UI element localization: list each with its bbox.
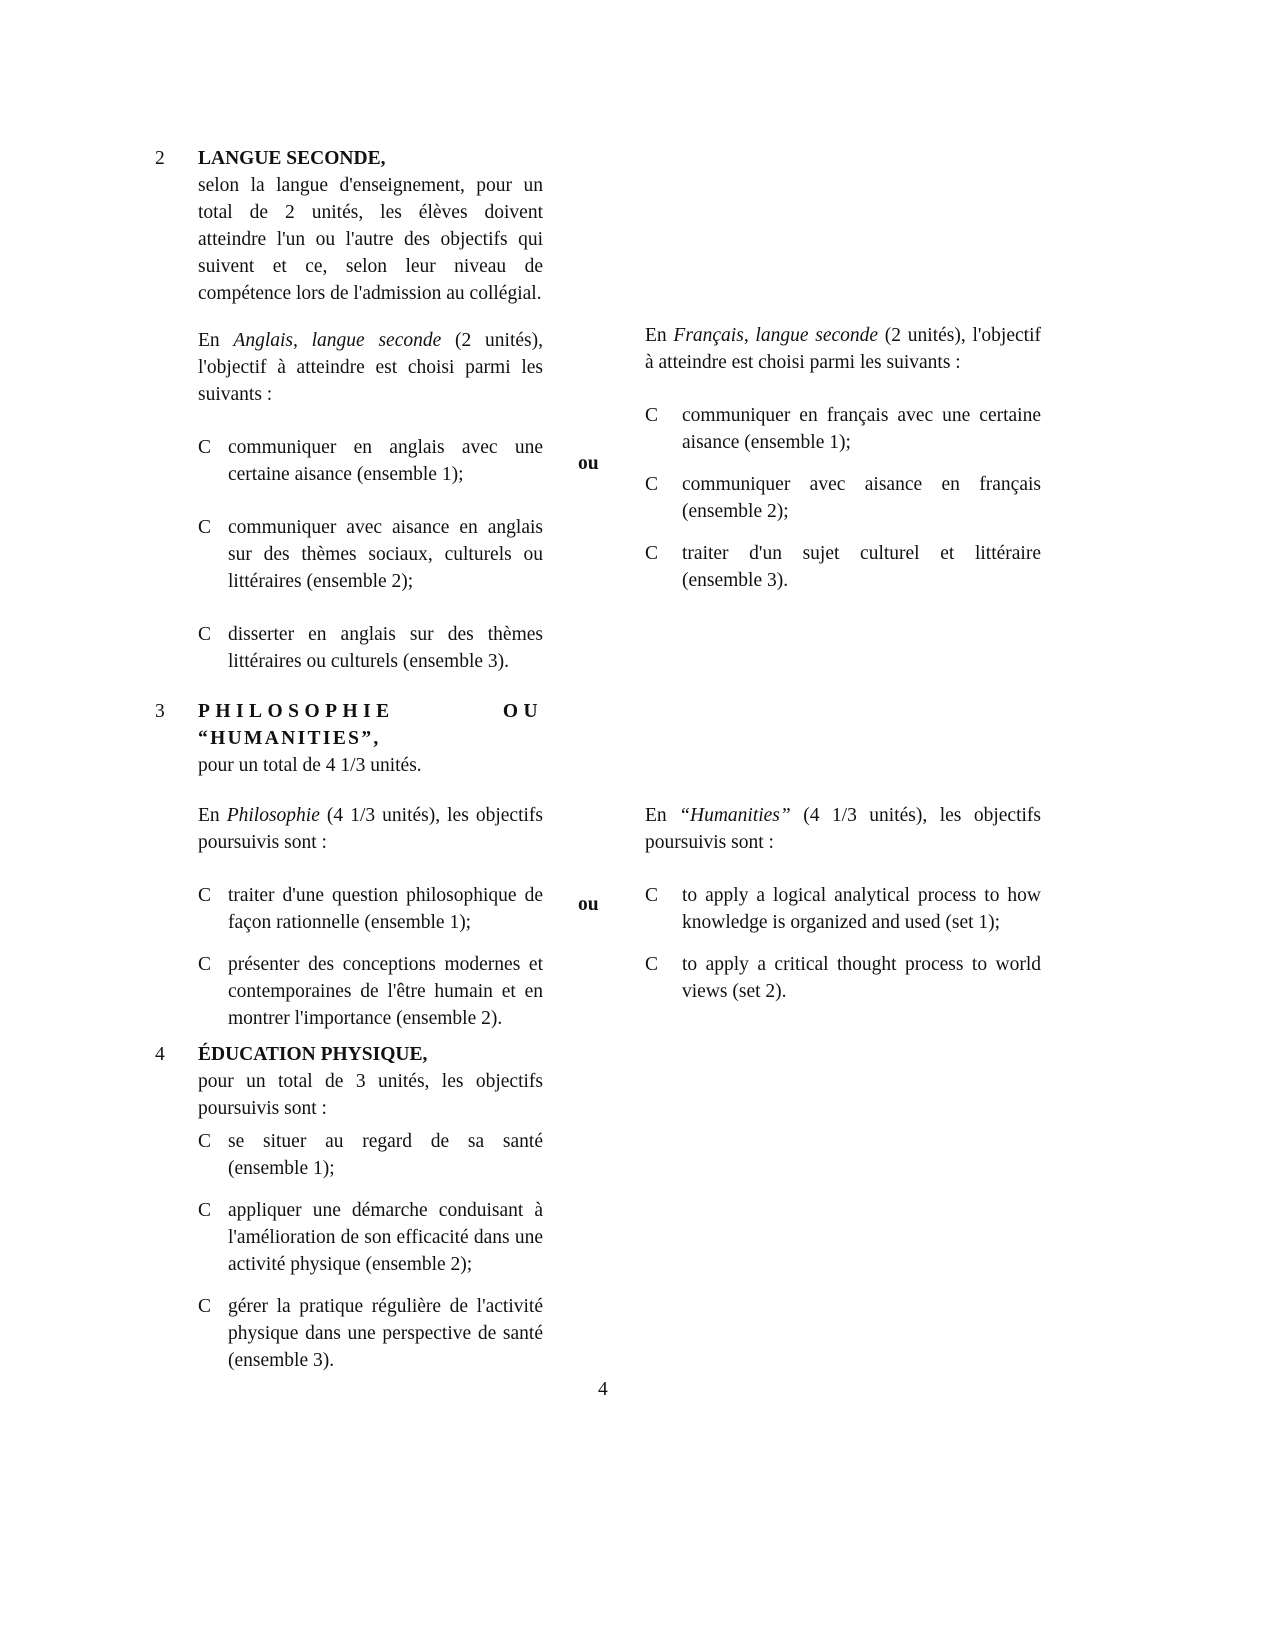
anglais-item-3 xyxy=(198,621,543,675)
bullet-icon: C xyxy=(645,954,659,975)
anglais-item-1 xyxy=(198,434,543,488)
ou-connector-section-3: ou xyxy=(578,894,599,915)
section-3-title-line2: “HUMANITIES”, xyxy=(198,728,381,749)
anglais-lead-pre: En xyxy=(198,330,234,351)
bullet-icon: C xyxy=(198,437,212,458)
francais-item-2 xyxy=(645,471,1041,525)
philosophie-item-2 xyxy=(198,951,543,1032)
humanities-lead xyxy=(645,802,1041,856)
humanities-lead-post: (4 1/3 unités), les objectifs poursuivis sont : xyxy=(645,805,1041,853)
section-2-title: LANGUE SECONDE, xyxy=(198,148,386,169)
section-2-number: 2 xyxy=(155,148,165,169)
bullet-icon: C xyxy=(645,405,659,426)
francais-item-1-text: communiquer en français avec une certaine aisance (ensemble 1); xyxy=(682,405,1041,453)
philosophie-item-2-text: présenter des conceptions modernes et contemporaines de l'être humain et en montrer l'importance (ensemble 2). xyxy=(228,954,543,1029)
francais-item-3-text: traiter d'un sujet culturel et littéraire (ensemble 3). xyxy=(682,543,1041,591)
section-4-title-block xyxy=(198,1041,543,1122)
section-4-number: 4 xyxy=(155,1044,165,1065)
bullet-icon: C xyxy=(198,1296,212,1317)
bullet-icon: C xyxy=(645,543,659,564)
bullet-icon: C xyxy=(198,624,212,645)
bullet-icon: C xyxy=(198,1131,212,1152)
anglais-item-1-text: communiquer en anglais avec une certaine aisance (ensemble 1); xyxy=(228,437,543,485)
francais-item-3 xyxy=(645,540,1041,594)
section-3-title-line1: PHILOSOPHIE OU xyxy=(198,701,543,722)
education-item-1 xyxy=(198,1128,543,1182)
bullet-icon: C xyxy=(645,885,659,906)
humanities-lead-pre: En xyxy=(645,805,680,826)
anglais-item-2-text: communiquer avec aisance en anglais sur des thèmes sociaux, culturels ou littéraires (ensemble 2); xyxy=(228,517,543,592)
anglais-lead-italic: Anglais, langue seconde xyxy=(233,330,442,351)
section-3-subtitle: pour un total de 4 1/3 unités. xyxy=(198,755,422,776)
section-2-intro: selon la langue d'enseignement, pour un total de 2 unités, les élèves doivent atteindre l'un ou l'autre des objectifs qui suivent et ce, selon leur niveau de compétence lors de l'admission au collégial. xyxy=(198,175,543,304)
education-item-2 xyxy=(198,1197,543,1278)
page-number: 4 xyxy=(598,1379,608,1400)
section-3-right-column xyxy=(645,802,1041,1020)
humanities-item-1-text: to apply a logical analytical process to how knowledge is organized and used (set 1); xyxy=(682,885,1041,933)
humanities-lead-italic: “Humanities” xyxy=(679,805,791,826)
education-item-3 xyxy=(198,1293,543,1374)
section-3-number: 3 xyxy=(155,701,165,722)
anglais-lead-post: (2 unités), l'objectif à atteindre est choisi parmi les suivants : xyxy=(198,330,543,405)
education-item-3-text: gérer la pratique régulière de l'activité physique dans une perspective de santé (ensemble 3). xyxy=(228,1296,543,1371)
philosophie-lead-pre: En xyxy=(198,805,227,826)
anglais-item-3-text: disserter en anglais sur des thèmes littéraires ou culturels (ensemble 3). xyxy=(228,624,543,672)
bullet-icon: C xyxy=(198,885,212,906)
education-item-2-text: appliquer une démarche conduisant à l'amélioration de son efficacité dans une activité physique (ensemble 2); xyxy=(228,1200,543,1275)
philosophie-lead-italic: Philosophie xyxy=(226,805,320,826)
humanities-item-1 xyxy=(645,882,1041,936)
francais-lead-italic: Français, langue seconde xyxy=(673,325,879,346)
anglais-lead xyxy=(198,327,543,408)
francais-item-2-text: communiquer avec aisance en français (ensemble 2); xyxy=(682,474,1041,522)
francais-lead-post: (2 unités), l'objectif à atteindre est choisi parmi les suivants : xyxy=(645,325,1041,373)
education-item-1-text: se situer au regard de sa santé (ensemble 1); xyxy=(228,1131,543,1179)
section-4-items xyxy=(198,1128,543,1389)
bullet-icon: C xyxy=(198,1200,212,1221)
francais-lead xyxy=(645,322,1041,376)
philosophie-lead xyxy=(198,802,543,856)
section-4-title: ÉDUCATION PHYSIQUE, xyxy=(198,1044,428,1065)
section-2-right-column xyxy=(645,322,1041,609)
bullet-icon: C xyxy=(198,954,212,975)
philosophie-item-1-text: traiter d'une question philosophique de façon rationnelle (ensemble 1); xyxy=(228,885,543,933)
bullet-icon: C xyxy=(645,474,659,495)
section-3-left-column xyxy=(198,802,543,1047)
francais-lead-pre: En xyxy=(645,325,674,346)
section-4-subtitle: pour un total de 3 unités, les objectifs poursuivis sont : xyxy=(198,1071,543,1119)
francais-item-1 xyxy=(645,402,1041,456)
anglais-item-2 xyxy=(198,514,543,595)
bullet-icon: C xyxy=(198,517,212,538)
philosophie-item-1 xyxy=(198,882,543,936)
section-3-title-block xyxy=(198,698,543,779)
humanities-item-2-text: to apply a critical thought process to world views (set 2). xyxy=(682,954,1041,1002)
section-2-left-column xyxy=(198,327,543,701)
humanities-item-2 xyxy=(645,951,1041,1005)
ou-connector-section-2: ou xyxy=(578,453,599,474)
philosophie-lead-post: (4 1/3 unités), les objectifs poursuivis sont : xyxy=(198,805,543,853)
